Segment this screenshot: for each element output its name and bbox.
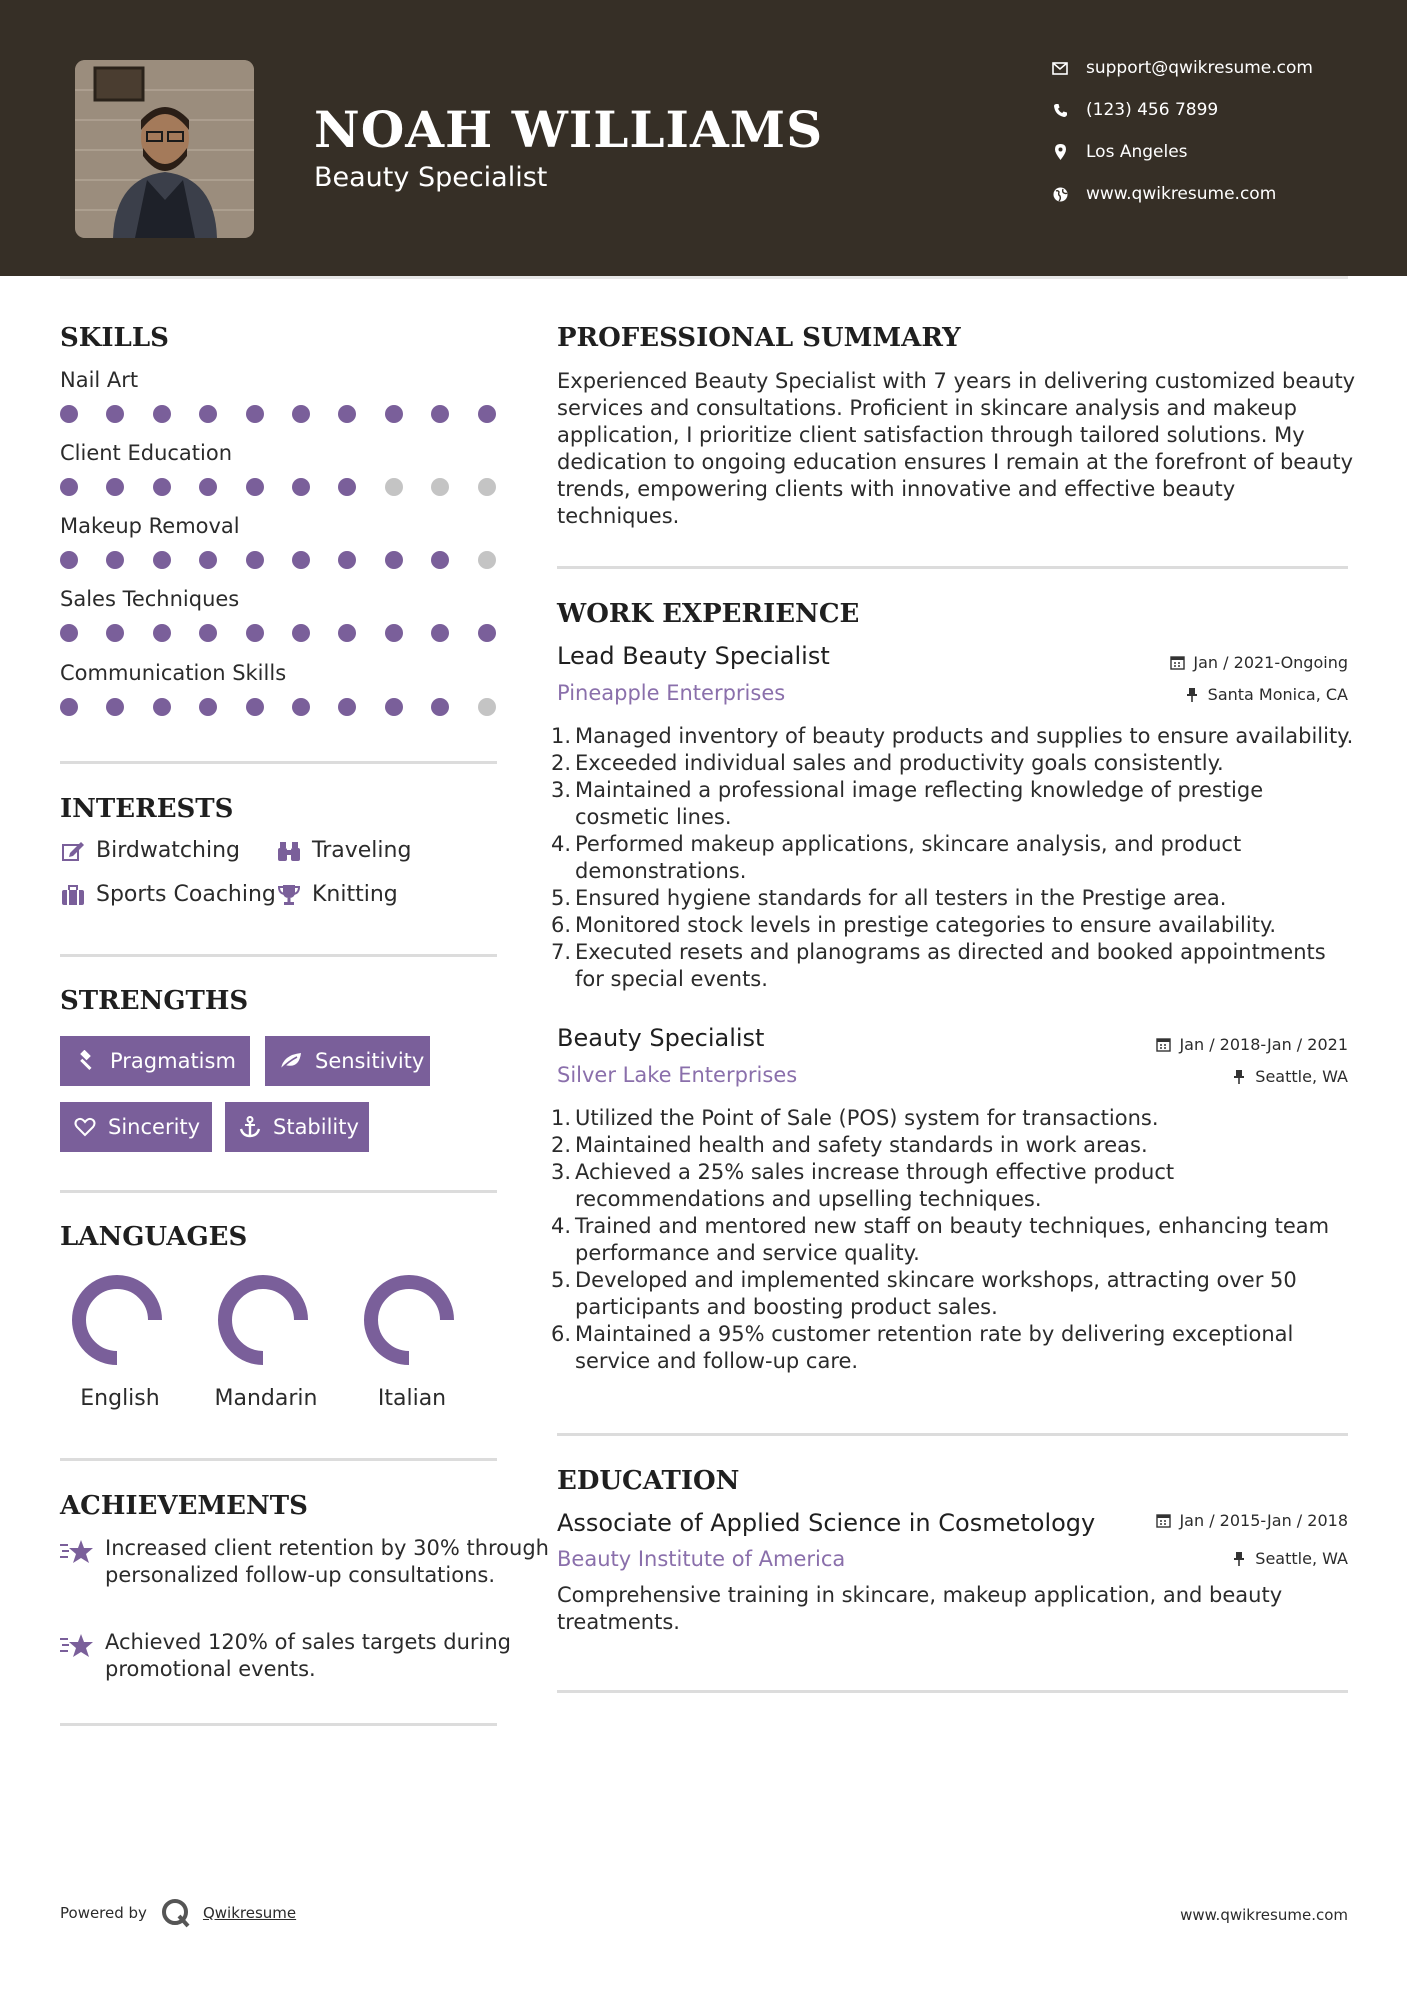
education-title: EDUCATION: [557, 1466, 740, 1496]
skill-dot-filled: [431, 698, 449, 716]
calendar-icon: [1155, 1513, 1171, 1529]
list-item: 2. Maintained health and safety standards in work areas.: [551, 1133, 1148, 1157]
edit-icon: [60, 839, 86, 863]
candidate-name: NOAH WILLIAMS: [314, 100, 824, 159]
skill-dot-filled: [106, 624, 124, 642]
achievement-text: Achieved 120% of sales targets during promotional events.: [105, 1630, 511, 1681]
skill-name: Client Education: [60, 441, 233, 465]
skill-dot-filled: [292, 478, 310, 496]
language-level-arc: [371, 1282, 447, 1358]
skill-dot-filled: [431, 624, 449, 642]
list-item: 4. Trained and mentored new staff on beauty techniques, enhancing team performance and service quality.: [551, 1214, 1330, 1265]
skill-dot-filled: [199, 624, 217, 642]
skill-dot-filled: [60, 405, 78, 423]
anchor-icon: [239, 1115, 261, 1139]
globe-icon: [1050, 184, 1070, 204]
briefcase-icon: [60, 883, 86, 907]
skill-dot-filled: [385, 624, 403, 642]
education-location-text: Seattle, WA: [1255, 1549, 1348, 1568]
education-location: [1231, 1549, 1348, 1568]
education-description: Comprehensive training in skincare, makeup application, and beauty treatments.: [557, 1583, 1283, 1634]
list-item: 5. Ensured hygiene standards for all testers in the Prestige area.: [551, 886, 1227, 910]
skill-dot-filled: [106, 478, 124, 496]
achievement-text: Increased client retention by 30% through personalized follow-up consultations.: [105, 1536, 549, 1587]
school-name: Beauty Institute of America: [557, 1547, 846, 1571]
job-title: Beauty Specialist: [557, 1024, 765, 1052]
skill-dot-empty: [431, 478, 449, 496]
skill-dot-filled: [246, 478, 264, 496]
contact-email-text: support@qwikresume.com: [1086, 58, 1313, 78]
language-level-ring: [213, 1270, 313, 1370]
skill-dot-filled: [478, 405, 496, 423]
job-company: Silver Lake Enterprises: [557, 1063, 798, 1087]
skill-dot-empty: [478, 551, 496, 569]
section-divider: [60, 761, 497, 764]
skill-dot-filled: [292, 698, 310, 716]
skill-dot-filled: [338, 551, 356, 569]
skill-dot-filled: [385, 551, 403, 569]
interest-label: Knitting: [312, 882, 398, 907]
powered-by-text: Powered by: [60, 1904, 147, 1922]
language-level-arc: [79, 1282, 155, 1358]
achievements-title: ACHIEVEMENTS: [60, 1491, 308, 1521]
candidate-role: Beauty Specialist: [314, 162, 548, 193]
list-item: 1. Managed inventory of beauty products and supplies to ensure availability.: [551, 724, 1354, 748]
interest-label: Traveling: [312, 838, 412, 863]
skill-dot-filled: [106, 551, 124, 569]
job-location: [1184, 685, 1348, 704]
job-responsibilities: [551, 723, 1357, 993]
skill-dot-filled: [153, 478, 171, 496]
contact-website-text: www.qwikresume.com: [1086, 184, 1277, 204]
section-divider: [60, 1190, 497, 1193]
list-item: 5. Developed and implemented skincare workshops, attracting over 50 participants and boosting product sales.: [551, 1268, 1297, 1319]
section-divider: [557, 1690, 1348, 1693]
job-location: [1231, 1067, 1348, 1086]
list-item: 6. Monitored stock levels in prestige categories to ensure availability.: [551, 913, 1277, 937]
profile-photo: [75, 60, 254, 238]
skill-dot-filled: [292, 405, 310, 423]
strengths-title: STRENGTHS: [60, 986, 249, 1016]
language-level-ring: [67, 1270, 167, 1370]
section-divider: [60, 954, 497, 957]
strength-label: Sensitivity: [315, 1049, 425, 1073]
skill-dot-filled: [60, 478, 78, 496]
skill-dot-filled: [153, 698, 171, 716]
language-label: Mandarin: [214, 1386, 318, 1411]
interest-label: Birdwatching: [96, 838, 240, 863]
interest-item: [60, 882, 276, 907]
achievement-item: [60, 1629, 510, 1685]
interest-item: [276, 882, 398, 907]
contact-website[interactable]: [1050, 184, 1276, 204]
skill-dot-filled: [246, 405, 264, 423]
location-icon: [1050, 142, 1070, 162]
job-title: Lead Beauty Specialist: [557, 642, 830, 670]
skill-name: Makeup Removal: [60, 514, 240, 538]
language-label: Italian: [377, 1386, 447, 1411]
skill-dot-filled: [478, 624, 496, 642]
interest-label: Sports Coaching: [96, 882, 276, 907]
skill-dot-filled: [106, 698, 124, 716]
qwikresume-logo-icon: [161, 1898, 191, 1928]
skill-rating: [60, 698, 500, 718]
skill-dot-filled: [431, 551, 449, 569]
achievement-item: [60, 1535, 549, 1619]
skill-dot-filled: [338, 624, 356, 642]
skill-dot-filled: [385, 698, 403, 716]
skill-rating: [60, 624, 500, 644]
language-level-ring: [359, 1270, 459, 1370]
skill-dot-filled: [292, 551, 310, 569]
list-item: 4. Performed makeup applications, skincare analysis, and product demonstrations.: [551, 832, 1242, 883]
degree-title: Associate of Applied Science in Cosmetology: [557, 1509, 1096, 1537]
list-item: 2. Exceeded individual sales and productivity goals consistently.: [551, 751, 1224, 775]
phone-icon: [1050, 100, 1070, 120]
skill-rating: [60, 478, 500, 498]
skill-dot-filled: [246, 551, 264, 569]
skill-dot-filled: [153, 405, 171, 423]
skill-dot-empty: [385, 478, 403, 496]
language-label: English: [80, 1386, 160, 1411]
header-divider: [60, 276, 1348, 279]
skill-name: Communication Skills: [60, 661, 287, 685]
pin-icon: [1184, 687, 1200, 703]
interest-item: [60, 838, 240, 863]
strength-badge: [265, 1036, 430, 1086]
education-dates: [1155, 1511, 1348, 1530]
skill-dot-filled: [199, 551, 217, 569]
contact-email[interactable]: [1050, 58, 1313, 78]
brand-link[interactable]: Qwikresume: [202, 1904, 297, 1922]
skill-dot-filled: [385, 405, 403, 423]
star-icon: [60, 1539, 94, 1565]
list-item: 3. Maintained a professional image reflecting knowledge of prestige cosmetic lines.: [551, 778, 1264, 829]
job-location-text: Santa Monica, CA: [1207, 685, 1348, 704]
skill-dot-empty: [478, 698, 496, 716]
job-dates: [1169, 653, 1348, 672]
footer-website[interactable]: www.qwikresume.com: [1180, 1906, 1348, 1924]
skill-dot-filled: [246, 698, 264, 716]
section-divider: [557, 1433, 1348, 1436]
strength-badge: [60, 1102, 212, 1152]
skill-dot-filled: [199, 478, 217, 496]
skill-dot-filled: [60, 624, 78, 642]
skill-rating: [60, 551, 500, 571]
contact-location: [1050, 142, 1188, 162]
skill-dot-filled: [153, 624, 171, 642]
language-level-arc: [225, 1282, 301, 1358]
star-icon: [60, 1633, 94, 1659]
skill-rating: [60, 405, 500, 425]
job-dates-text: Jan / 2021-Ongoing: [1193, 653, 1348, 672]
strength-badge: [225, 1102, 369, 1152]
heart-icon: [74, 1115, 96, 1139]
skill-dot-filled: [246, 624, 264, 642]
strength-label: Stability: [273, 1115, 359, 1139]
gavel-icon: [74, 1049, 98, 1073]
contact-phone[interactable]: [1050, 100, 1218, 120]
skill-dot-filled: [106, 405, 124, 423]
skill-dot-filled: [60, 551, 78, 569]
skill-dot-filled: [199, 405, 217, 423]
skill-dot-filled: [60, 698, 78, 716]
job-responsibilities: [551, 1105, 1357, 1375]
strength-badge: [60, 1036, 250, 1086]
skill-dot-filled: [431, 405, 449, 423]
binoculars-icon: [276, 839, 302, 863]
section-divider: [60, 1723, 497, 1726]
skill-dot-filled: [338, 405, 356, 423]
list-item: 6. Maintained a 95% customer retention rate by delivering exceptional service and follow-up care.: [551, 1322, 1294, 1373]
summary-text: Experienced Beauty Specialist with 7 years in delivering customized beauty services and consultations. Proficient in skincare analysis and makeup application, I prioritize client satisfaction through tailored solutions. My dedication to ongoing education ensures I remain at the forefront of beauty trends, empowering clients with innovative and effective beauty techniques.: [557, 369, 1356, 528]
education-dates-text: Jan / 2015-Jan / 2018: [1179, 1511, 1348, 1530]
skill-dot-filled: [338, 698, 356, 716]
trophy-icon: [276, 883, 302, 907]
skill-dot-filled: [153, 551, 171, 569]
footer-branding: [60, 1898, 296, 1928]
list-item: 3. Achieved a 25% sales increase through effective product recommendations and upselling techniques.: [551, 1160, 1175, 1211]
contact-phone-text: (123) 456 7899: [1086, 100, 1219, 120]
job-company: Pineapple Enterprises: [557, 681, 786, 705]
interest-item: [276, 838, 411, 863]
skill-name: Nail Art: [60, 368, 139, 392]
strength-label: Pragmatism: [110, 1049, 236, 1073]
calendar-icon: [1155, 1037, 1171, 1053]
mail-icon: [1050, 58, 1070, 78]
job-dates-text: Jan / 2018-Jan / 2021: [1179, 1035, 1348, 1054]
resume-header: [0, 0, 1407, 276]
contact-location-text: Los Angeles: [1086, 142, 1188, 162]
interests-title: INTERESTS: [60, 794, 234, 824]
job-dates: [1155, 1035, 1348, 1054]
skill-dot-empty: [478, 478, 496, 496]
languages-title: LANGUAGES: [60, 1222, 248, 1252]
section-divider: [557, 566, 1348, 569]
list-item: 1. Utilized the Point of Sale (POS) system for transactions.: [551, 1106, 1159, 1130]
skill-dot-filled: [292, 624, 310, 642]
skill-dot-filled: [199, 698, 217, 716]
experience-title: WORK EXPERIENCE: [557, 599, 860, 629]
strength-label: Sincerity: [108, 1115, 201, 1139]
job-location-text: Seattle, WA: [1255, 1067, 1348, 1086]
summary-title: PROFESSIONAL SUMMARY: [557, 323, 961, 353]
section-divider: [60, 1458, 497, 1461]
skill-name: Sales Techniques: [60, 587, 240, 611]
pin-icon: [1231, 1069, 1247, 1085]
calendar-icon: [1169, 655, 1185, 671]
pin-icon: [1231, 1551, 1247, 1567]
list-item: 7. Executed resets and planograms as directed and booked appointments for special events.: [551, 940, 1326, 991]
skill-dot-filled: [338, 478, 356, 496]
leaf-icon: [279, 1049, 303, 1073]
skills-title: SKILLS: [60, 323, 169, 353]
